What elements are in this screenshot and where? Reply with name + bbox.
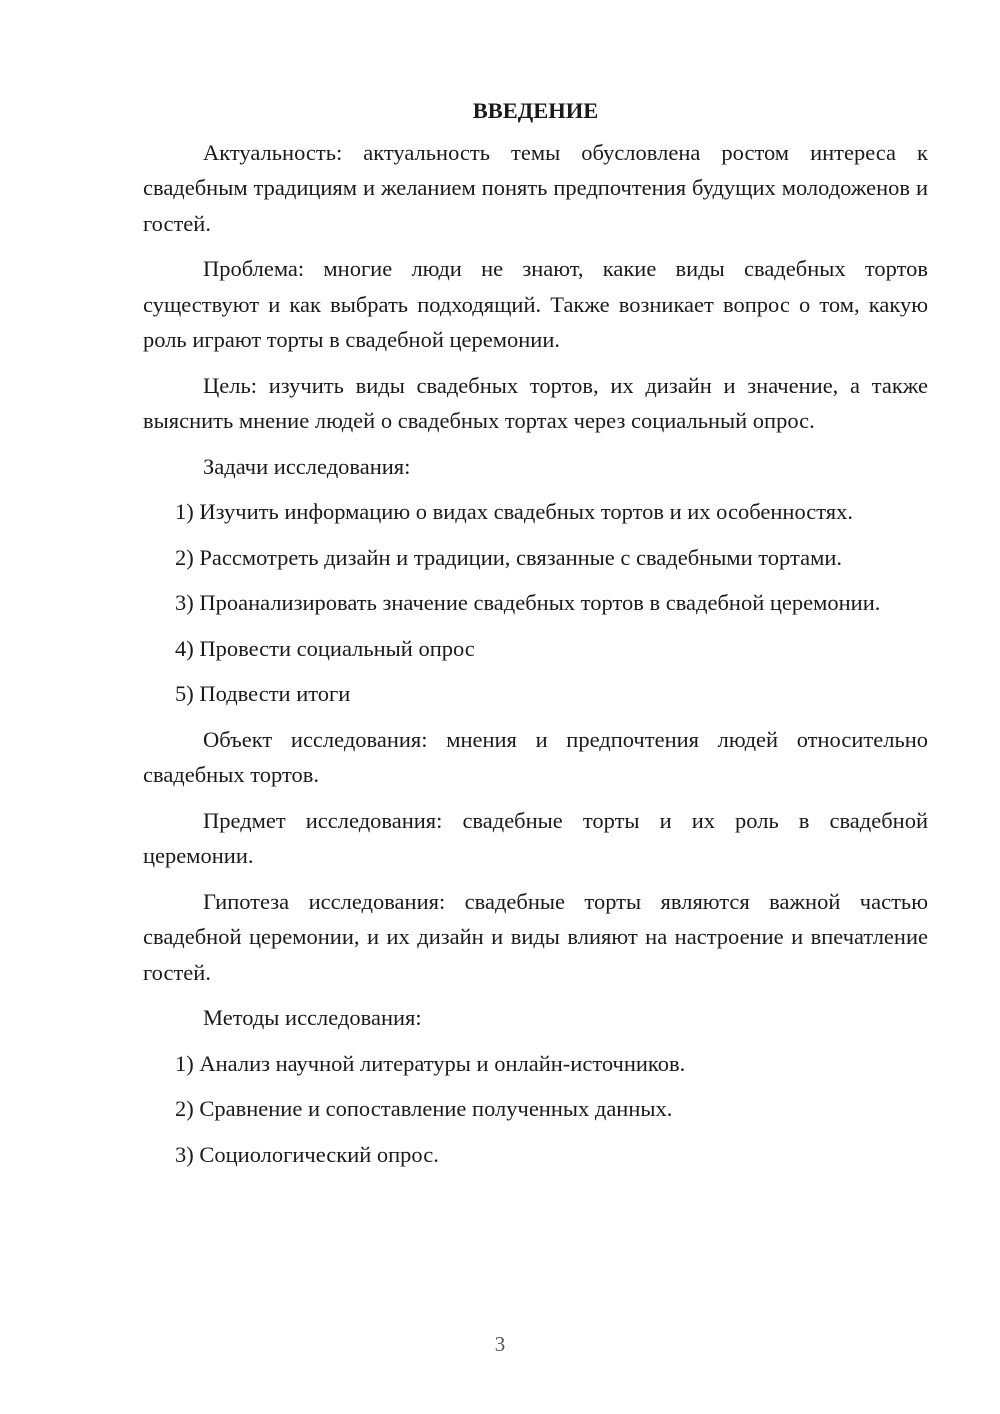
task-item-1: 1) Изучить информацию о видах свадебных тортов и их особенностях. bbox=[175, 499, 854, 524]
method-item-2: 2) Сравнение и сопоставление полученных данных. bbox=[175, 1096, 673, 1121]
page-number: 3 bbox=[494, 1332, 506, 1356]
method-item-1: 1) Анализ научной литературы и онлайн-источников. bbox=[175, 1050, 686, 1076]
object-paragraph: Объект исследования: мнения и предпочтения людей относительно свадебных тортов. bbox=[143, 726, 928, 787]
tasks-heading: Задачи исследования: bbox=[203, 453, 411, 479]
subject-paragraph: Предмет исследования: свадебные торты и их роль в свадебной церемонии. bbox=[143, 807, 928, 868]
task-item-2: 2) Рассмотреть дизайн и традиции, связанные с свадебными тортами. bbox=[175, 544, 842, 570]
relevance-paragraph: Актуальность: актуальность темы обусловлена ростом интереса к свадебным традициям и желанием понять предпочтения будущих молодоженов и гостей. bbox=[143, 139, 928, 236]
section-title: ВВЕДЕНИЕ bbox=[472, 98, 599, 123]
method-item-3: 3) Социологический опрос. bbox=[175, 1141, 439, 1167]
task-item-4: 4) Провести социальный опрос bbox=[175, 635, 475, 661]
problem-paragraph: Проблема: многие люди не знают, какие виды свадебных тортов существуют и как выбрать подходящий. Также возникает вопрос о том, какую роль играют торты в свадебной церемонии. bbox=[143, 256, 928, 352]
page-content bbox=[143, 93, 928, 1182]
methods-heading: Методы исследования: bbox=[203, 1005, 422, 1030]
goal-paragraph: Цель: изучить виды свадебных тортов, их дизайн и значение, а также выяснить мнение людей о свадебных тортах через социальный опрос. bbox=[143, 372, 928, 433]
task-item-5: 5) Подвести итоги bbox=[175, 681, 351, 706]
hypothesis-paragraph: Гипотеза исследования: свадебные торты являются важной частью свадебной церемонии, и их дизайн и виды влияют на настроение и впечатление гостей. bbox=[143, 888, 928, 985]
task-item-3: 3) Проанализировать значение свадебных тортов в свадебной церемонии. bbox=[175, 590, 881, 615]
